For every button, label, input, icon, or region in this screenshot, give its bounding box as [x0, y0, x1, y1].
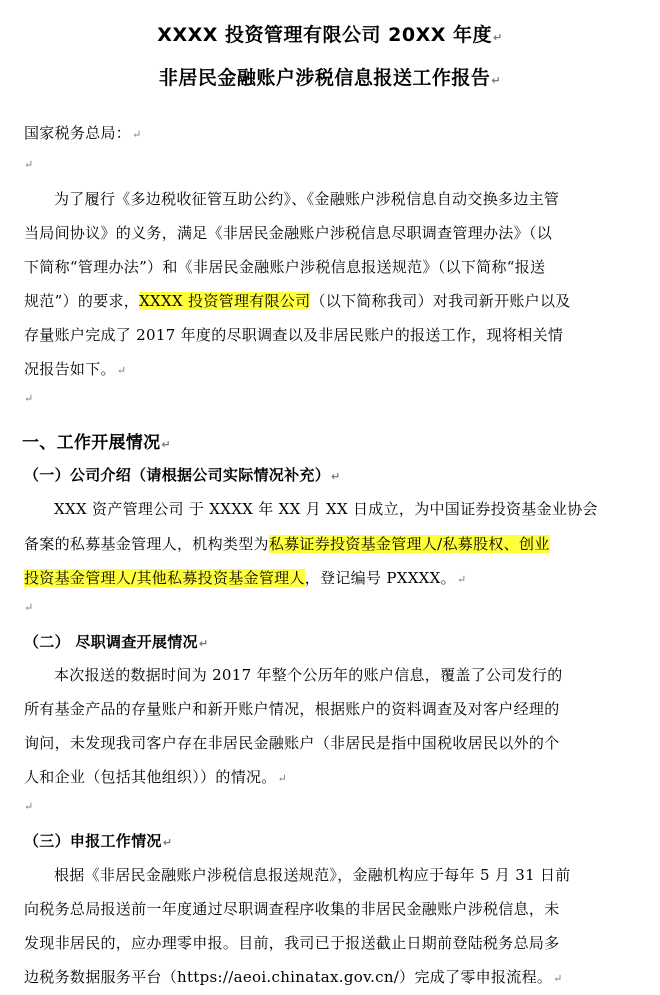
intro-line-4	[24, 290, 571, 311]
subsection-2-heading-text: （二） 尽职调查开展情况	[24, 633, 198, 651]
addressee-text: 国家税务总局：	[24, 124, 132, 142]
company-intro-line-3	[24, 567, 466, 588]
intro-line-2: 当局间协议》的义务，满足《非居民金融账户涉税信息尽职调查管理办法》（以	[24, 224, 553, 242]
paragraph-mark-icon: ↵	[456, 573, 467, 586]
paragraph-mark-icon: ↵	[162, 836, 173, 849]
subsection-1-heading-text: （一）公司介绍（请根据公司实际情况补充）	[24, 466, 331, 484]
due-diligence-line-1: 本次报送的数据时间为 2017 年整个公历年的账户信息，覆盖了公司发行的	[54, 666, 563, 684]
paragraph-mark-icon: ↵	[24, 392, 34, 405]
paragraph-mark-icon: ↵	[161, 438, 171, 451]
intro-line-3: 下简称“管理办法”）和《非居民金融账户涉税信息报送规范》（以下简称“报送	[24, 258, 546, 276]
paragraph-mark-icon: ↵	[198, 637, 209, 650]
due-diligence-line-4	[24, 766, 287, 787]
subsection-3-heading	[24, 830, 172, 851]
company-intro-line-1: XXX 资产管理公司 于 XXXX 年 XX 月 XX 日成立，为中国证券投资基金业协会	[54, 500, 598, 518]
filing-line-1: 根据《非居民金融账户涉税信息报送规范》，金融机构应于每年 5 月 31 日前	[54, 866, 571, 884]
due-diligence-line-3: 询问，未发现我司客户存在非居民金融账户（非居民是指中国税收居民以外的个	[24, 734, 560, 752]
subsection-1-heading	[24, 464, 341, 485]
company-intro-line-2	[24, 533, 550, 554]
intro-line-4-start: 规范”）的要求，	[24, 292, 140, 310]
due-diligence-line-2: 所有基金产品的存量账户和新开账户情况，根据账户的资料调查及对客户经理的	[24, 700, 560, 718]
title-text-2: 非居民金融账户涉税信息报送工作报告	[158, 67, 491, 89]
paragraph-mark-icon: ↵	[24, 800, 34, 813]
paragraph-mark-icon: ↵	[116, 364, 127, 377]
paragraph-mark-icon: ↵	[553, 972, 563, 985]
due-diligence-line-4-text: 人和企业（包括其他组织））的情况。	[24, 768, 277, 786]
intro-line-1: 为了履行《多边税收征管互助公约》、《金融账户涉税信息自动交换多边主管	[54, 190, 560, 208]
filing-line-4-text: 边税务数据服务平台（https://aeoi.chinatax.gov.cn/）完成了零申报流程。	[24, 968, 553, 986]
filing-line-3: 发现非居民的，应办理零申报。目前，我司已于报送截止日期前登陆税务总局多	[24, 934, 560, 952]
intro-line-6	[24, 358, 126, 379]
document-title-line-1	[0, 20, 660, 47]
filing-line-4	[24, 966, 563, 987]
paragraph-mark-icon: ↵	[492, 31, 503, 44]
title-text-1: XXXX 投资管理有限公司 20XX 年度	[157, 24, 492, 46]
intro-line-4-end: （以下简称我司）对我司新开账户以及	[310, 292, 571, 310]
company-intro-line-2-start: 备案的私募基金管理人，机构类型为	[24, 535, 269, 553]
document-title-line-2	[0, 63, 660, 90]
paragraph-mark-icon: ↵	[491, 74, 502, 87]
paragraph-mark-icon: ↵	[277, 772, 288, 785]
intro-line-6-text: 况报告如下。	[24, 360, 116, 378]
intro-line-5: 存量账户完成了 2017 年度的尽职调查以及非居民账户的报送工作，现将相关情	[24, 326, 564, 344]
highlighted-institution-type: 私募证券投资基金管理人/私募股权、创业	[268, 535, 550, 553]
highlighted-company-name: XXXX 投资管理有限公司	[139, 292, 311, 310]
paragraph-mark-icon: ↵	[331, 470, 341, 483]
filing-line-2: 向税务总局报送前一年度通过尽职调查程序收集的非居民金融账户涉税信息，未	[24, 900, 560, 918]
paragraph-mark-icon: ↵	[24, 158, 34, 171]
subsection-2-heading	[24, 631, 208, 652]
section-1-heading-text: 一、工作开展情况	[22, 433, 161, 453]
subsection-3-heading-text: （三）申报工作情况	[24, 832, 162, 850]
addressee	[24, 122, 142, 143]
section-1-heading	[22, 428, 171, 453]
paragraph-mark-icon: ↵	[132, 128, 142, 141]
paragraph-mark-icon: ↵	[24, 601, 34, 614]
company-intro-line-3-end: ，登记编号 PXXXX。	[304, 569, 456, 587]
highlighted-institution-type: 投资基金管理人/其他私募投资基金管理人	[24, 569, 305, 587]
